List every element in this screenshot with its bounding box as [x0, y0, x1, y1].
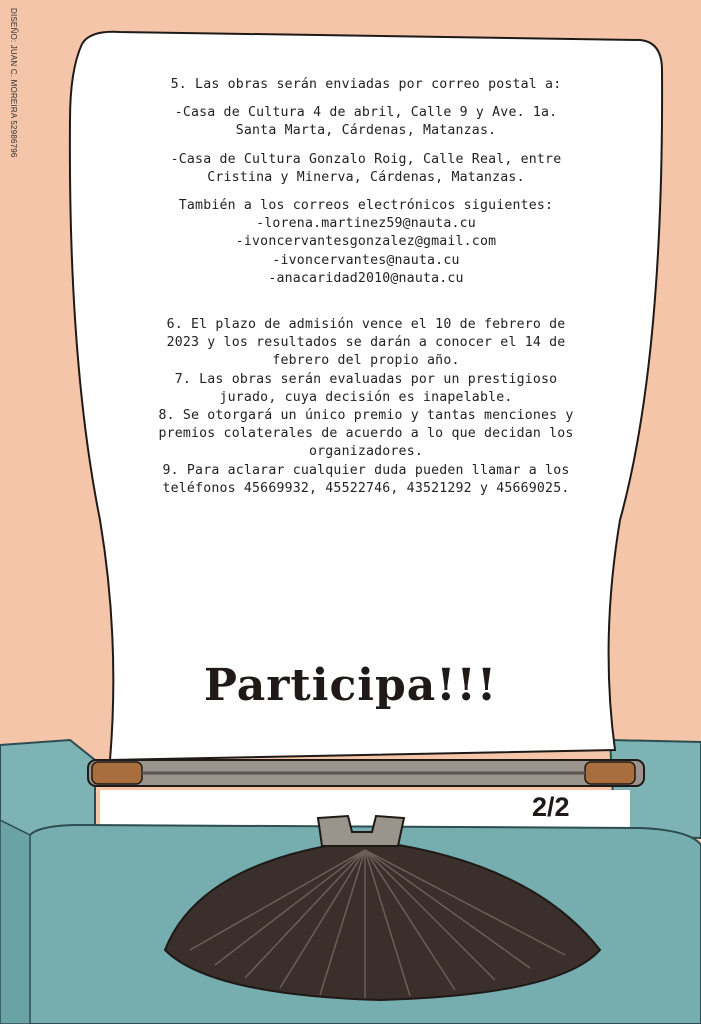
address-1-line-1: -Casa de Cultura 4 de abril, Calle 9 y Ave. 1a.: [174, 105, 558, 121]
item-9-line: teléfonos 45669932, 45522746, 43521292 y 45669025.: [162, 480, 570, 496]
item-6-line: 6. El plazo de admisión vence el 10 de febrero de: [166, 317, 566, 333]
item-7-line: 7. Las obras serán evaluadas por un prestigioso: [174, 371, 558, 387]
designer-credit: DISEÑO: JUAN C. MOREIRA 52986796: [9, 8, 18, 158]
email-item: -anacaridad2010@nauta.cu: [268, 270, 464, 286]
item-8-line: 8. Se otorgará un único premio y tantas menciones y: [158, 408, 574, 424]
participa-headline: Participa!!!: [203, 660, 498, 711]
item-5-heading: 5. Las obras serán enviadas por correo postal a:: [170, 77, 562, 92]
address-1-line-2: Santa Marta, Cárdenas, Matanzas.: [235, 123, 497, 139]
item-8-line: organizadores.: [309, 444, 423, 460]
email-item: -ivoncervantes@nauta.cu: [272, 252, 460, 268]
emails-intro: También a los correos electrónicos siguientes:: [178, 198, 554, 214]
roller-knob-left: [92, 762, 142, 784]
contest-rules-text: [120, 76, 612, 498]
item-6-line: 2023 y los resultados se darán a conocer el 14 de: [166, 335, 566, 351]
page-number: 2/2: [532, 792, 570, 822]
roller-knob-right: [585, 762, 635, 784]
address-2-line-1: -Casa de Cultura Gonzalo Roig, Calle Real, entre: [170, 151, 562, 167]
item-9-line: 9. Para aclarar cualquier duda pueden llamar a los: [162, 462, 570, 478]
email-item: -lorena.martinez59@nauta.cu: [256, 216, 476, 232]
item-8-line: premios colaterales de acuerdo a lo que decidan los: [158, 426, 574, 442]
address-2-line-2: Cristina y Minerva, Cárdenas, Matanzas.: [207, 169, 525, 185]
item-7-line: jurado, cuya decisión es inapelable.: [219, 389, 513, 405]
email-item: -ivoncervantesgonzalez@gmail.com: [235, 234, 497, 250]
item-6-line: febrero del propio año.: [272, 353, 460, 369]
